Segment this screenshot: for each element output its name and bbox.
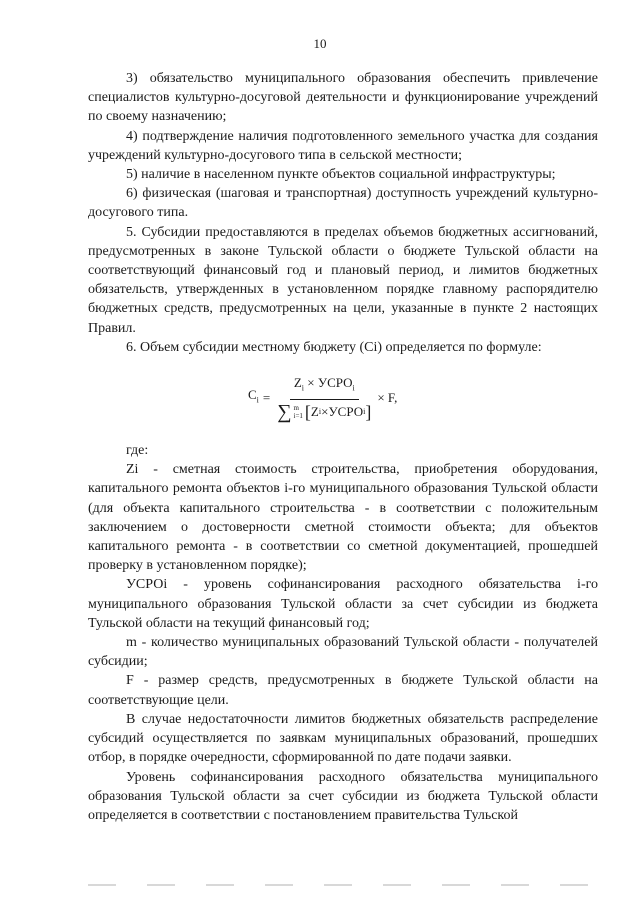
subsidy-formula bbox=[88, 357, 598, 441]
paragraph-condition-5: 5) наличие в населенном пункте объектов социальной инфраструктуры; bbox=[126, 167, 556, 183]
page-number: 10 bbox=[313, 36, 327, 51]
definition-m: m - количество муниципальных образований Тульской области - получателей субсидии; bbox=[88, 635, 598, 670]
formula-numerator: $Z_i$ × $УСРО_i$ bbox=[290, 373, 359, 400]
sum-sign: ∑ bbox=[277, 400, 292, 423]
where-label: где: bbox=[126, 443, 149, 459]
definition-usroi: УСРОi - уровень софинансирования расходного обязательства i-го муниципального образования Тульской области за счет субсидии из бюджета Тульской области на текущий финансовый год; bbox=[88, 577, 598, 631]
sum-limits: m i=1 bbox=[293, 403, 303, 420]
paragraph-item-5: 5. Субсидии предоставляются в пределах объемов бюджетных ассигнований, предусмотренных в законе Тульской области о бюджете Тульской области на соответствующий финансовый год и плановый период, и лимитов бюджетных обязательств, утвержденных в установленном порядке главному распорядителю бюджетных средств, предусмотренных на цели, указанные в пункте 2 настоящих Правил. bbox=[88, 224, 598, 336]
formula-denominator: ∑ m i=1 [ Z i × УСРО i ] bbox=[277, 400, 372, 423]
definition-f: F - размер средств, предусмотренных в бюджете Тульской области на соответствующие цели. bbox=[88, 673, 598, 708]
definition-zi: Zi - сметная стоимость строительства, приобретения оборудования, капитального ремонта объектов i-го муниципального образования Тульской области (для объекта капитального строительства - в соответствии с положительным заключением о достоверности сметной стоимости объекта; для объектов капитального ремонта - в соответствии со сметной документацией, прошедшей проверку в установленном порядке); bbox=[88, 462, 598, 574]
paragraph-condition-3: 3) обязательство муниципального образования обеспечить привлечение специалистов культурно-досуговой деятельности и функционирование учреждений по своему назначению; bbox=[88, 71, 598, 125]
scan-artifact-line bbox=[88, 884, 588, 888]
paragraph-item-6: 6. Объем субсидии местному бюджету (Ci) определяется по формуле: bbox=[126, 339, 542, 355]
paragraph-cofinancing-level: Уровень софинансирования расходного обязательства муниципального образования Тульской области за счет субсидии из бюджета Тульской области определяется в соответствии с постановлением правительства Тульской bbox=[88, 769, 598, 823]
formula-times-f: × F, bbox=[377, 389, 398, 405]
formula-fraction bbox=[277, 373, 371, 422]
document-body bbox=[88, 69, 598, 825]
paragraph-insufficient-limits: В случае недостаточности лимитов бюджетных обязательств распределение субсидий осуществляется по заявкам муниципальных образований, прошедших отбор, в порядке очередности, сформированной по дате подачи заявки. bbox=[88, 711, 598, 766]
paragraph-condition-6: 6) физическая (шаговая и транспортная) доступность учреждений культурно-досугового типа. bbox=[88, 186, 598, 221]
paragraph-condition-4: 4) подтверждение наличия подготовленного земельного участка для создания учреждений культурно-досугового типа в сельской местности; bbox=[88, 128, 598, 163]
formula-equals: = bbox=[262, 389, 271, 405]
formula-lhs: $C_i$ bbox=[248, 387, 259, 405]
